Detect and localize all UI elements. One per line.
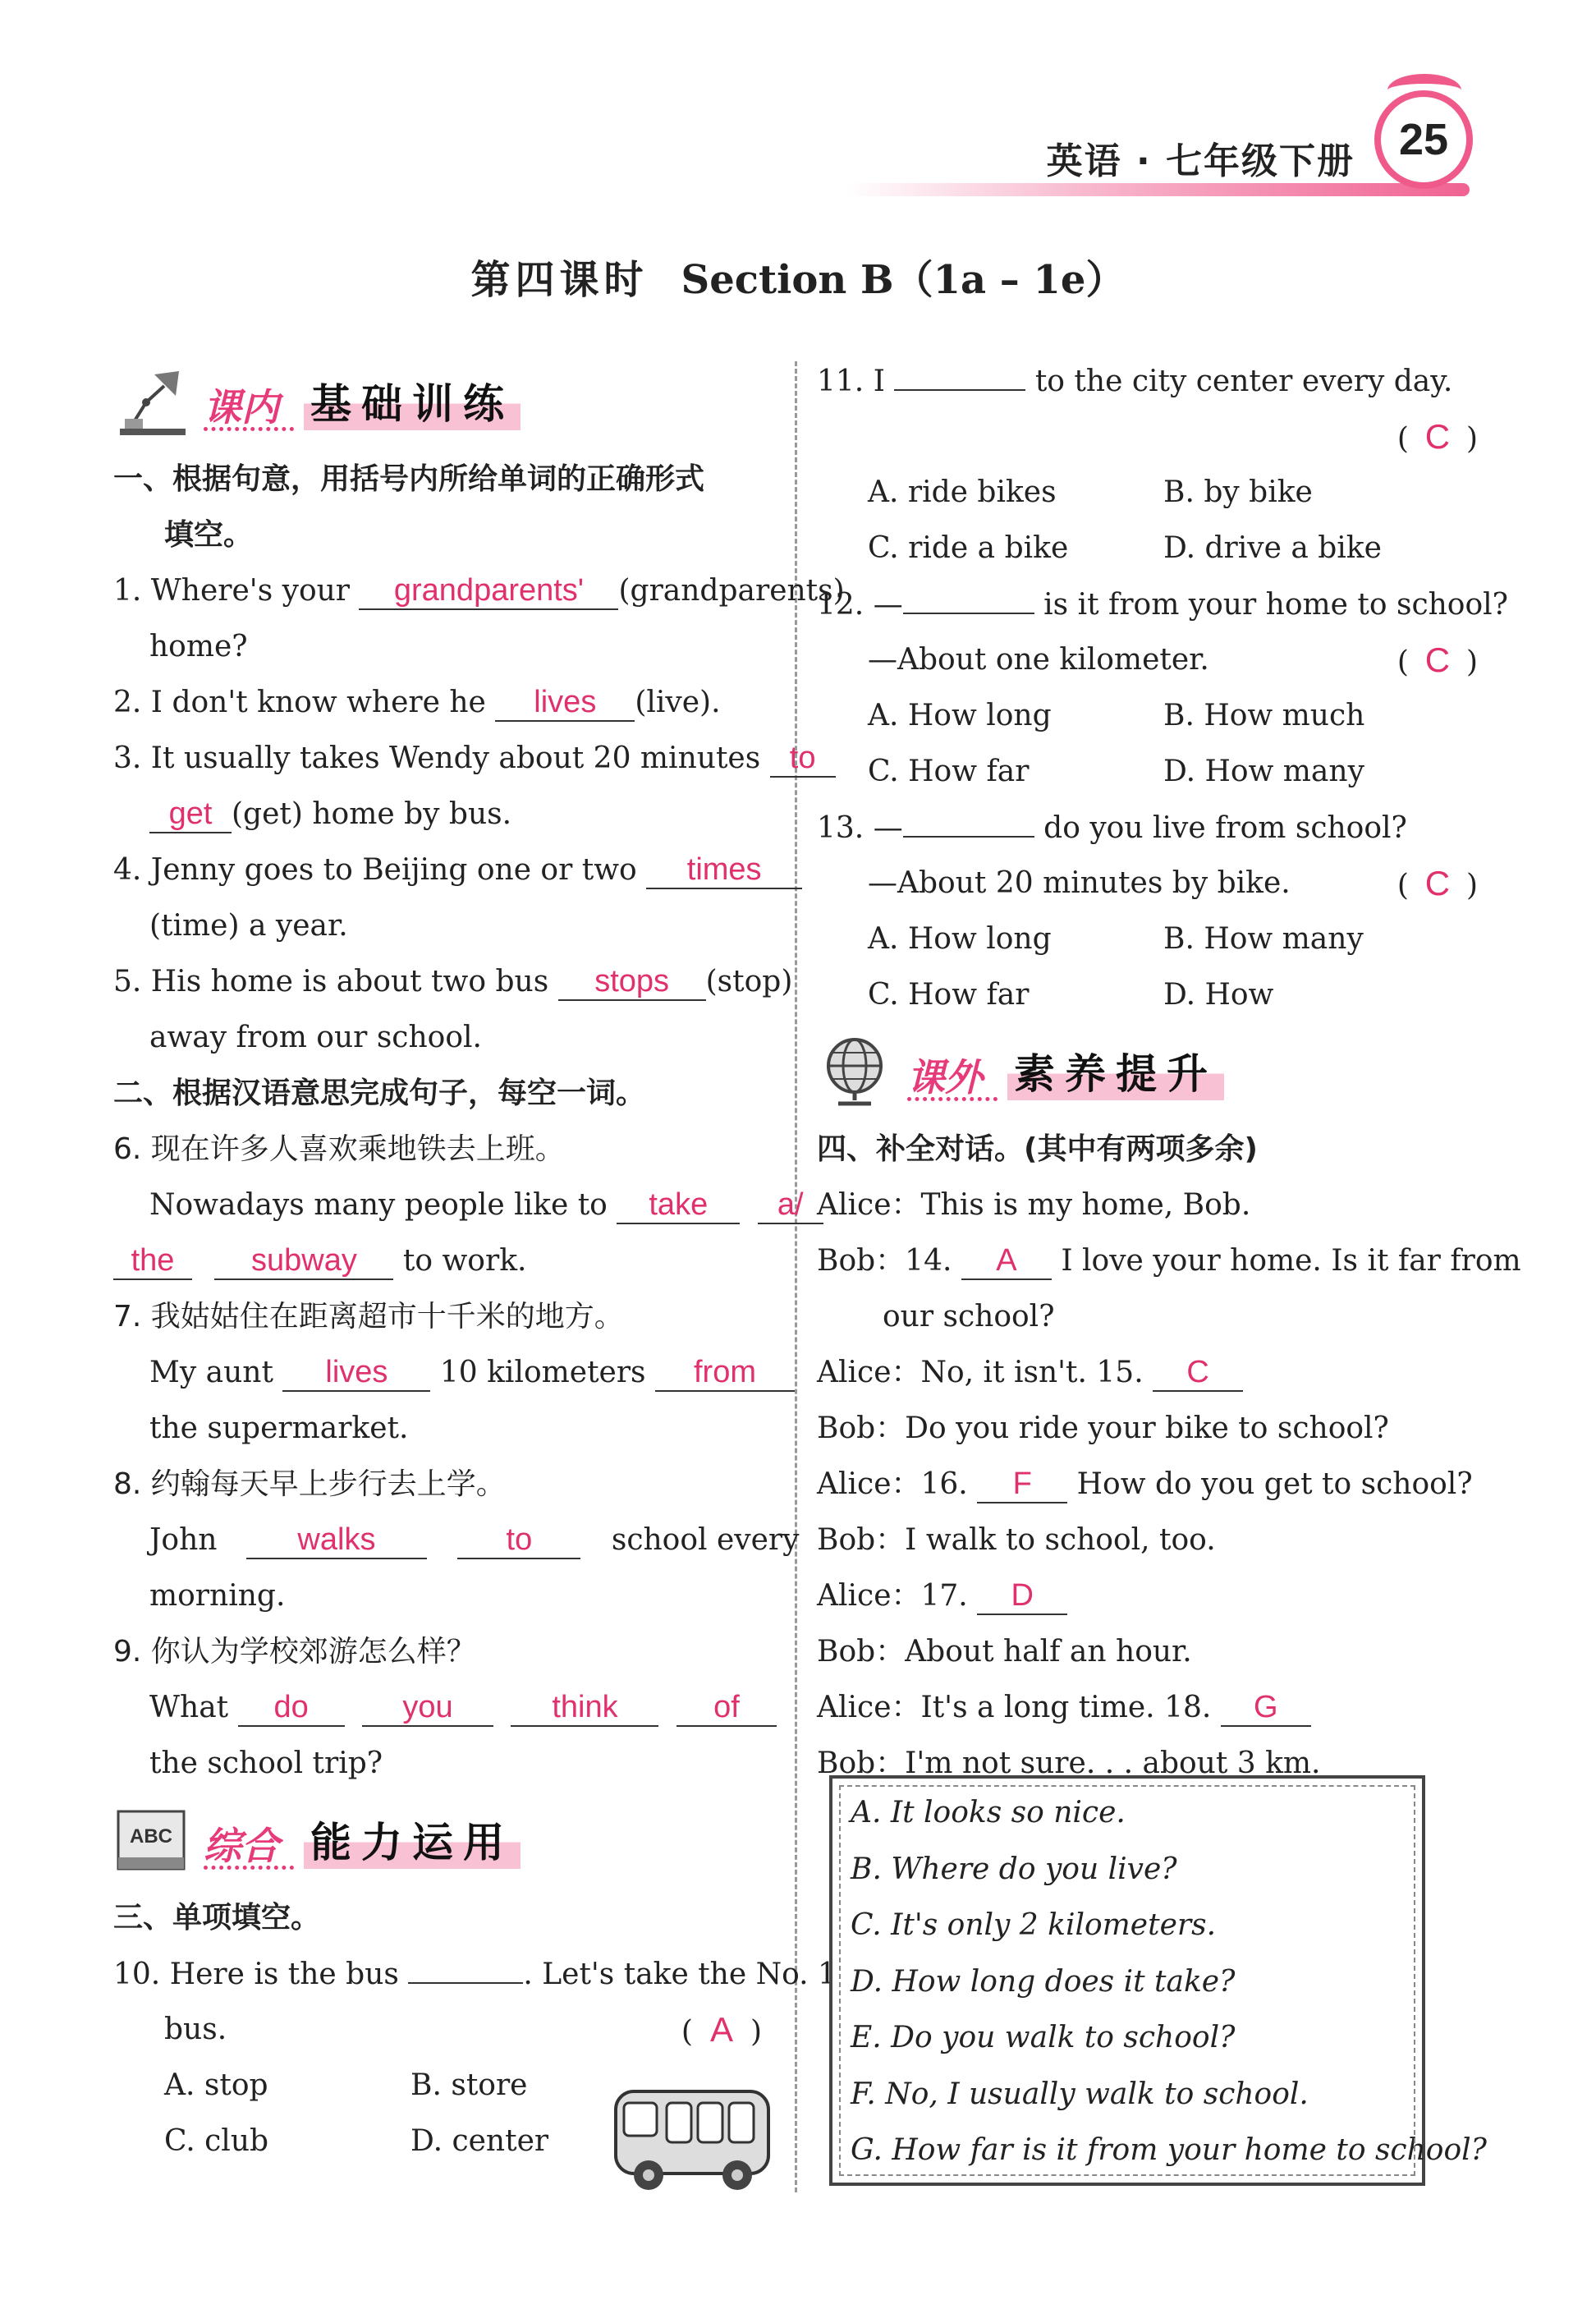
q12-option-a: A. How long <box>868 699 1052 732</box>
q1 <box>113 563 845 619</box>
q12-reply <box>817 632 1486 688</box>
dialogue <box>817 1177 1521 1792</box>
globe-icon <box>817 1031 896 1110</box>
q10-option-a: A. stop <box>164 2068 268 2102</box>
q10-blank <box>408 1946 523 1984</box>
dialogue-line-1 <box>817 1177 1486 1233</box>
q9-answer-2: you <box>362 1689 493 1727</box>
dialogue-line-8 <box>817 1568 1486 1624</box>
dialogue-line-6 <box>817 1457 1486 1513</box>
q12-reply-text: —About one kilometer. <box>868 643 1209 677</box>
q13-option-b: B. How many <box>1163 922 1364 956</box>
lesson-title <box>0 248 1596 305</box>
q2 <box>113 675 770 731</box>
dialogue-text: Alice：It's a long time. 18. <box>817 1691 1212 1724</box>
q11-option-b: B. by bike <box>1163 475 1313 509</box>
q7-answer-2: from <box>655 1354 795 1392</box>
abc-book-icon <box>113 1800 192 1879</box>
banner-extra-tag: 课外 <box>907 1055 983 1099</box>
dialogue-line-3 <box>817 1289 1486 1345</box>
q6-answer-3: the <box>113 1242 192 1280</box>
dialogue-text: I love your home. Is it far from <box>1061 1244 1521 1278</box>
option-g: G. How far is it from your home to school? <box>851 2133 1487 2167</box>
q12-options-1 <box>817 688 1486 744</box>
lesson-name: Section B（1a – 1e） <box>681 257 1126 303</box>
dialogue-answer-18: G <box>1221 1689 1311 1727</box>
banner-basic <box>113 353 770 452</box>
q12-answer: C <box>1424 640 1451 679</box>
banner-basic-underline <box>204 427 294 431</box>
q4-text: 4. Jenny goes to Beijing one or two <box>113 853 637 887</box>
dialogue-text: our school? <box>883 1300 1055 1334</box>
q6-text: Nowadays many people like to <box>149 1188 608 1222</box>
banner-basic-tag: 课内 <box>204 385 279 429</box>
dialogue-line-10 <box>817 1680 1486 1736</box>
q6-answer-1: take <box>617 1187 740 1224</box>
q12-text: 12. — <box>817 588 903 622</box>
q9-chinese: 9. 你认为学校郊游怎么样？ <box>113 1635 476 1669</box>
q11-answer: C <box>1424 417 1451 456</box>
q13 <box>817 800 1486 856</box>
q9-answer-1: do <box>238 1689 345 1727</box>
q12-options-2 <box>817 744 1486 800</box>
page-number: 25 <box>1374 90 1473 189</box>
q2-answer: lives <box>495 684 635 722</box>
q7 <box>113 1345 770 1401</box>
q11-text: 11. I <box>817 365 885 398</box>
column-divider <box>795 361 797 2192</box>
q3-hint: (get) home by bus. <box>232 797 512 831</box>
banner-extra <box>817 1023 1486 1122</box>
right-column <box>817 353 1521 1792</box>
dialogue-text: Alice：No, it isn't. 15. <box>817 1356 1144 1389</box>
q4 <box>113 842 770 898</box>
q4-cont: (time) a year. <box>149 909 348 943</box>
q13-reply-text: —About 20 minutes by bike. <box>868 866 1291 900</box>
q10 <box>113 1946 837 2002</box>
q10-answer: A <box>709 2010 733 2049</box>
q7-text: My aunt <box>149 1356 273 1389</box>
q9-text: What <box>149 1691 229 1724</box>
q11-blank <box>894 353 1025 391</box>
q6-cont <box>113 1233 770 1289</box>
dialogue-text: Alice：This is my home, Bob. <box>817 1188 1251 1222</box>
q10-text-end: . Let's take the No. 1 <box>523 1958 837 1991</box>
part1-heading: 一、根据句意，用括号内所给单词的正确形式 <box>113 462 705 496</box>
q13-text: 13. — <box>817 811 903 845</box>
q2-hint: (live). <box>635 686 721 719</box>
q5-text: 5. His home is about two bus <box>113 965 549 998</box>
banner-extra-title: 素养提升 <box>1007 1041 1224 1100</box>
q8-answer-1: walks <box>246 1522 427 1559</box>
desk-lamp-icon <box>113 361 192 440</box>
q13-reply <box>817 856 1486 911</box>
q5-answer: stops <box>558 963 706 1001</box>
q10-option-c: C. club <box>164 2124 269 2158</box>
part3-heading: 三、单项填空。 <box>113 1901 321 1935</box>
q6-chinese: 6. 现在许多人喜欢乘地铁去上班。 <box>113 1132 565 1166</box>
q13-blank <box>903 800 1034 838</box>
q8-cont: morning. <box>149 1579 286 1613</box>
dialogue-text: Bob：I walk to school, too. <box>817 1523 1216 1557</box>
q7-text-mid: 10 kilometers <box>439 1356 646 1389</box>
banner-basic-title: 基础训练 <box>304 371 521 430</box>
option-c: C. It's only 2 kilometers. <box>851 1908 1217 1942</box>
q13-options-1 <box>817 911 1486 967</box>
q11-choice-line <box>817 409 1486 465</box>
dialogue-text: Bob：Do you ride your bike to school? <box>817 1412 1389 1445</box>
dialogue-answer-17: D <box>977 1577 1067 1615</box>
q11-options-1 <box>817 465 1486 521</box>
q10-cont <box>113 2002 770 2058</box>
page-header <box>821 66 1494 205</box>
q10-option-d: D. center <box>410 2124 549 2158</box>
q10-text-cont: bus. <box>164 2013 227 2046</box>
bus-illustration <box>608 2082 776 2197</box>
q7-chinese: 7. 我姑姑住在距离超市十千米的地方。 <box>113 1300 624 1334</box>
part2-heading: 二、根据汉语意思完成句子，每空一词。 <box>113 1076 646 1110</box>
left-column <box>113 353 845 2169</box>
dialogue-text: Alice：16. <box>817 1467 968 1501</box>
q13-choice: ( C ) <box>1397 856 1478 914</box>
q3 <box>113 731 816 787</box>
q12 <box>817 576 1508 632</box>
q9 <box>113 1680 770 1736</box>
q11 <box>817 353 1486 409</box>
q6-text-end: to work. <box>402 1244 527 1278</box>
q13-text-end: do you live from school? <box>1043 811 1407 845</box>
q9-answer-4: of <box>676 1689 777 1727</box>
q1-text: 1. Where's your <box>113 574 351 608</box>
banner-ability <box>113 1792 770 1890</box>
q5-cont: away from our school. <box>149 1021 482 1054</box>
dialogue-text: Bob：About half an hour. <box>817 1635 1192 1669</box>
q13-option-d: D. How <box>1163 978 1274 1012</box>
q11-choice: ( C ) <box>1397 409 1478 467</box>
dialogue-text: Bob：14. <box>817 1244 952 1278</box>
book-title: 英语 · 七年级下册 <box>1046 140 1355 182</box>
q11-text-end: to the city center every day. <box>1034 365 1453 398</box>
dialogue-answer-15: C <box>1153 1354 1243 1392</box>
q1-cont: home? <box>149 630 248 663</box>
q7-cont: the supermarket. <box>149 1412 409 1445</box>
banner-ability-tag: 综合 <box>204 1824 279 1868</box>
q9-answer-3: think <box>511 1689 658 1727</box>
options-box <box>829 1775 1487 2186</box>
q13-options-2 <box>817 967 1486 1023</box>
banner-ability-underline <box>204 1866 294 1870</box>
dialogue-line-5 <box>817 1401 1486 1457</box>
part1-heading-cont: 填空。 <box>164 518 254 552</box>
option-d: D. How long does it take? <box>851 1964 1236 1999</box>
q12-text-end: is it from your home to school? <box>1043 588 1508 622</box>
dialogue-answer-16: F <box>977 1466 1067 1503</box>
dialogue-answer-14: A <box>961 1242 1052 1280</box>
q5-hint: (stop) <box>705 965 793 998</box>
option-a: A. It looks so nice. <box>851 1796 1126 1829</box>
dialogue-line-9 <box>817 1624 1486 1680</box>
q2-text: 2. I don't know where he <box>113 686 486 719</box>
option-e: E. Do you walk to school? <box>851 2021 1236 2054</box>
header-band <box>846 183 1470 196</box>
dialogue-line-7 <box>817 1513 1486 1568</box>
q11-options-2 <box>817 521 1486 576</box>
q11-option-a: A. ride bikes <box>868 475 1057 509</box>
q1-hint: (grandparents) <box>618 574 845 608</box>
q12-option-b: B. How much <box>1163 699 1365 732</box>
q3-answer-2: get <box>149 796 232 833</box>
q3-text: 3. It usually takes Wendy about 20 minutes <box>113 741 761 775</box>
q1-answer: grandparents' <box>359 572 618 610</box>
q11-option-d: D. drive a bike <box>1163 531 1382 565</box>
lesson-number: 第四课时 <box>470 257 649 303</box>
q12-option-d: D. How many <box>1163 755 1364 788</box>
q10-option-b: B. store <box>410 2068 528 2102</box>
q4-answer: times <box>646 852 802 889</box>
q6 <box>113 1177 804 1233</box>
q9-cont: the school trip? <box>149 1747 383 1780</box>
q8-text: John <box>149 1523 218 1557</box>
q6-answer-2: a/ <box>758 1187 823 1224</box>
q10-text: 10. Here is the bus <box>113 1958 399 1991</box>
q12-option-c: C. How far <box>868 755 1030 788</box>
q8-text-end: school every <box>611 1523 800 1557</box>
dialogue-text: Bob：I'm not sure. . . about 3 km. <box>817 1747 1321 1780</box>
q6-answer-4: subway <box>214 1242 393 1280</box>
q3-cont <box>113 787 770 842</box>
q13-option-c: C. How far <box>868 978 1030 1012</box>
q13-option-a: A. How long <box>868 922 1052 956</box>
q3-answer-1: to <box>770 740 836 778</box>
dialogue-text: How do you get to school? <box>1076 1467 1473 1501</box>
q11-option-c: C. ride a bike <box>868 531 1069 565</box>
q7-answer-1: lives <box>282 1354 430 1392</box>
q12-blank <box>903 576 1034 614</box>
q8-answer-2: to <box>457 1522 580 1559</box>
dialogue-line-4 <box>817 1345 1486 1401</box>
banner-extra-underline <box>907 1097 998 1101</box>
q5 <box>113 954 793 1010</box>
dialogue-text: Alice：17. <box>817 1579 968 1613</box>
option-f: F. No, I usually walk to school. <box>851 2077 1309 2111</box>
svg-text:ABC: ABC <box>130 1825 172 1848</box>
part4-heading: 四、补全对话。(其中有两项多余) <box>817 1132 1258 1166</box>
q12-choice: ( C ) <box>1397 632 1478 691</box>
dialogue-line-2 <box>817 1233 1521 1289</box>
banner-ability-title: 能力运用 <box>304 1810 521 1869</box>
q8 <box>113 1513 800 1568</box>
q13-answer: C <box>1424 864 1451 902</box>
q8-chinese: 8. 约翰每天早上步行去上学。 <box>113 1467 506 1501</box>
q10-choice: ( A ) <box>681 2002 762 2060</box>
option-b: B. Where do you live? <box>851 1852 1177 1886</box>
